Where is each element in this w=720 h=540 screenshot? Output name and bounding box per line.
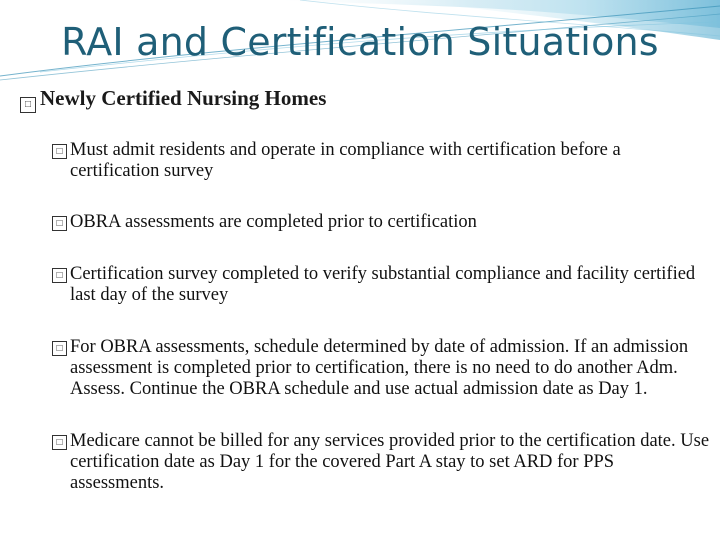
slide-title: RAI and Certification Situations: [61, 20, 659, 64]
sub-bullet-text: OBRA assessments are completed prior to certification: [70, 212, 477, 232]
sub-bullet-text: Certification survey completed to verify substantial compliance and facility certified last day of the survey: [70, 264, 696, 305]
sub-bullet-text: Must admit residents and operate in compliance with certification before a certification survey: [70, 140, 621, 181]
sub-bullet-item: [52, 337, 712, 400]
bullet-box-icon: □: [52, 341, 67, 356]
sub-bullet-list: [52, 140, 712, 494]
bullet-box-icon: □: [20, 97, 36, 113]
sub-bullet-item: [52, 431, 712, 494]
bullet-box-icon: □: [52, 144, 67, 159]
bullet-box-icon: □: [52, 268, 67, 283]
sub-bullet-item: [52, 212, 712, 233]
bullet-box-icon: □: [52, 435, 67, 450]
sub-bullet-item: [52, 140, 712, 182]
main-bullet-text: Newly Certified Nursing Homes: [40, 86, 327, 110]
main-bullet: [20, 86, 326, 111]
sub-bullet-item: [52, 264, 712, 306]
bullet-box-icon: □: [52, 216, 67, 231]
sub-bullet-text: For OBRA assessments, schedule determined by date of admission. If an admission assessment is completed prior to certification, there is no need to do another Adm. Assess. Continue the OBRA schedule and use actual admission date as Day 1.: [70, 337, 689, 399]
sub-bullet-text: Medicare cannot be billed for any services provided prior to the certification date. Use certification date as Day 1 for the covered Part A stay to set ARD for PPS assessments.: [70, 431, 710, 493]
